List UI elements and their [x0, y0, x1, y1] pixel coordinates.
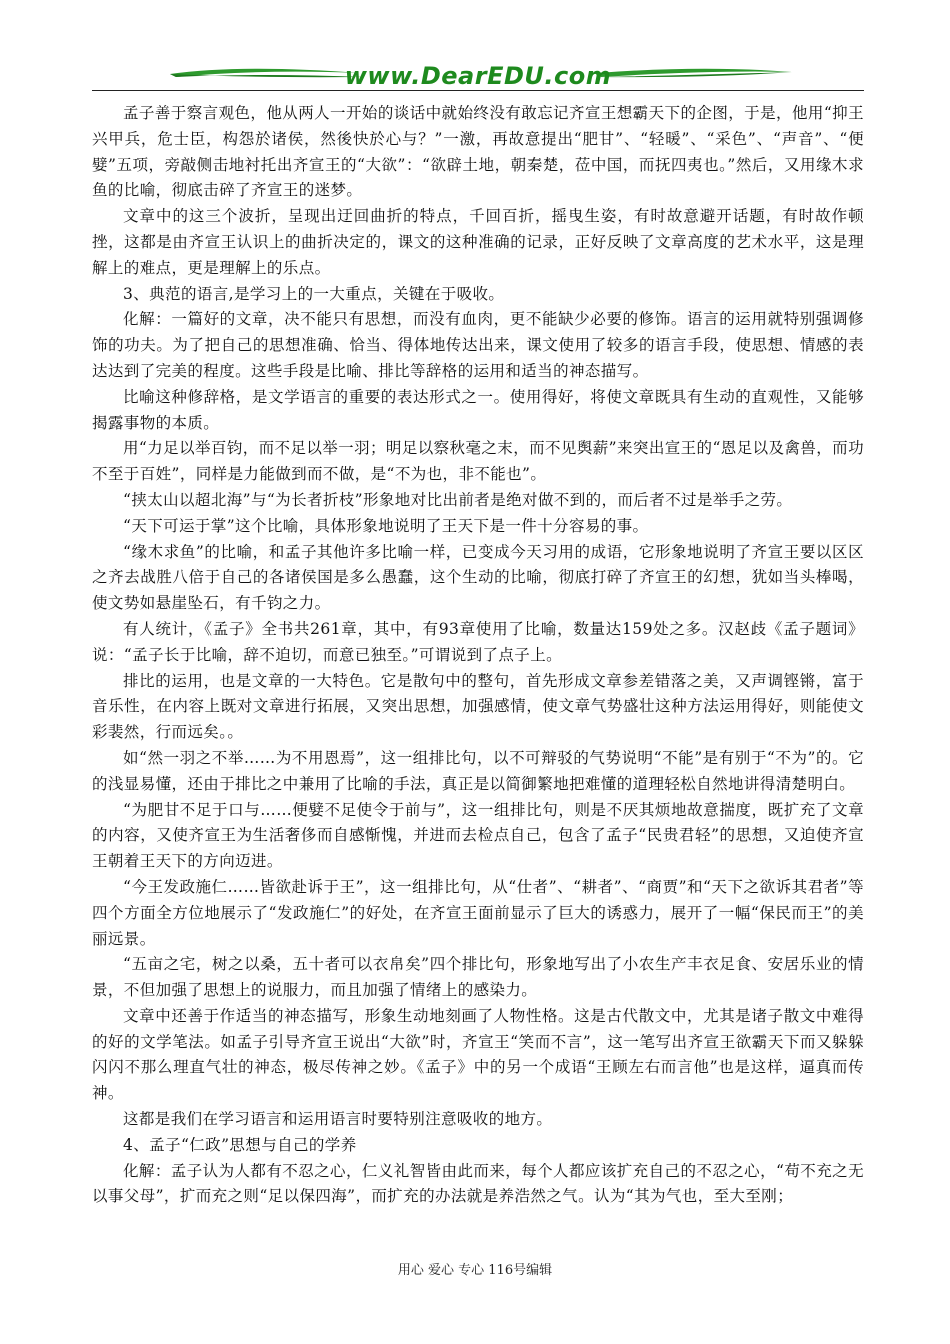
paragraph: “挟太山以超北海”与“为长者折枝”形象地对比出前者是绝对做不到的，而后者不过是举手之劳。: [123, 490, 793, 509]
paragraph: 文章中的这三个波折，呈现出迂回曲折的特点，千回百折，摇曳生姿，有时故意避开话题，有时故作顿挫，这都是由齐宣王认识上的曲折决定的，课文的这种准确的记录，正好反映了文章高度的艺术水平，这是理解上的难点，更是理解上的乐点。: [92, 207, 864, 277]
section-heading: 3、典范的语言,是学习上的一大重点，关键在于吸收。: [123, 284, 505, 303]
article-body: [92, 101, 864, 1210]
paragraph: 比喻这种修辞格，是文学语言的重要的表达形式之一。使用得好，将使文章既具有生动的直观性，又能够揭露事物的本质。: [92, 387, 864, 432]
paragraph: 如“然一羽之不举……为不用恩焉”，这一组排比句，以不可辩驳的气势说明“不能”是有别于“不为”的。它的浅显易懂，还由于排比之中兼用了比喻的手法，真正是以简御繁地把难懂的道理轻松自然地讲得清楚明白。: [92, 748, 864, 793]
paragraph: 这都是我们在学习语言和运用语言时要特别注意吸收的地方。: [123, 1110, 553, 1129]
header-divider: [92, 90, 864, 91]
paragraph: 文章中还善于作适当的神态描写，形象生动地刻画了人物性格。这是古代散文中，尤其是诸子散文中难得的好的文学笔法。如孟子引导齐宣王说出“大欲”时，齐宣王“笑而不言”，这一笔写出齐宣王欲霸天下而又躲躲闪闪不那么理直气壮的神态，极尽传神之妙。《孟子》中的另一个成语“王顾左右而言他”也是这样，逼真而传神。: [92, 1006, 864, 1103]
paragraph: 化解：孟子认为人都有不忍之心，仁义礼智皆由此而来，每个人都应该扩充自己的不忍之心，“苟不充之无以事父母”，扩而充之则“足以保四海”，而扩充的办法就是养浩然之气。认为“其为气也，至大至刚；: [92, 1161, 864, 1206]
paragraph: 孟子善于察言观色，他从两人一开始的谈话中就始终没有敢忘记齐宣王想霸天下的企图，于是，他用“抑王兴甲兵，危士臣，构怨於诸侯，然後快於心与？”一激，再故意提出“肥甘”、“轻暖”、“采色”、“声音”、“便嬖”五项，旁敲侧击地衬托出齐宣王的“大欲”：“欲辟土地，朝秦楚，莅中国，而抚四夷也。”然后，又用缘木求鱼的比喻，彻底击碎了齐宣王的迷梦。: [92, 104, 864, 200]
paragraph: “五亩之宅，树之以桑，五十者可以衣帛矣”四个排比句，形象地写出了小农生产丰衣足食、安居乐业的情景，不但加强了思想上的说服力，而且加强了情绪上的感染力。: [92, 955, 864, 1000]
paragraph: 有人统计，《孟子》全书共261章，其中，有93章使用了比喻，数量达159处之多。汉赵歧《孟子题词》说：“孟子长于比喻，辞不迫切，而意已独至。”可谓说到了点子上。: [92, 619, 864, 664]
section-heading: 4、孟子“仁政”思想与自己的学养: [123, 1135, 357, 1154]
paragraph: “天下可运于掌”这个比喻，具体形象地说明了王天下是一件十分容易的事。: [123, 516, 649, 535]
paragraph: “缘木求鱼”的比喻，和孟子其他许多比喻一样，已变成今天习用的成语，它形象地说明了齐宣王要以区区之齐去战胜八倍于自己的各诸侯国是多么愚蠢，这个生动的比喻，彻底打碎了齐宣王的幻想，犹如当头棒喝，使文势如悬崖坠石，有千钧之力。: [92, 542, 864, 613]
paragraph: 排比的运用，也是文章的一大特色。它是散句中的整句，首先形成文章参差错落之美，又声调铿锵，富于音乐性，在内容上既对文章进行拓展，又突出思想，加强感情，使文章气势盛壮这种方法运用得好，则能使文彩裴然，行而远矣。。: [92, 671, 864, 742]
paragraph: “今王发政施仁……皆欲赴诉于王”，这一组排比句，从“仕者”、“耕者”、“商贾”和“天下之欲诉其君者”等四个方面全方位地展示了“发政施仁”的好处，在齐宣王面前显示了巨大的诱惑力，展开了一幅“保民而王”的美丽远景。: [92, 877, 864, 948]
paragraph: 用“力足以举百钧，而不足以举一羽；明足以察秋毫之末，而不见舆薪”来突出宣王的“恩足以及禽兽，而功不至于百姓”，同样是力能做到而不做，是“不为也，非不能也”。: [92, 439, 864, 484]
site-logo[interactable]: www.DearEDU.com: [344, 62, 612, 90]
paragraph: 化解：一篇好的文章，决不能只有思想，而没有血肉，更不能缺少必要的修饰。语言的运用就特别强调修饰的功夫。为了把自己的思想准确、恰当、得体地传达出来，课文使用了较多的语言手段，使思想、情感的表达达到了完美的程度。这些手段是比喻、排比等辞格的运用和适当的神态描写。: [92, 310, 864, 380]
paragraph: “为肥甘不足于口与……便嬖不足使令于前与”，这一组排比句，则是不厌其烦地故意揣度，既扩充了文章的内容，又使齐宣王为生活奢侈而自感惭愧，并进而去检点自己，包含了孟子“民贵君轻”的思想，又迫使齐宣王朝着王天下的方向迈进。: [92, 800, 864, 871]
page-footer: 用心 爱心 专心 116号编辑: [397, 1263, 553, 1278]
